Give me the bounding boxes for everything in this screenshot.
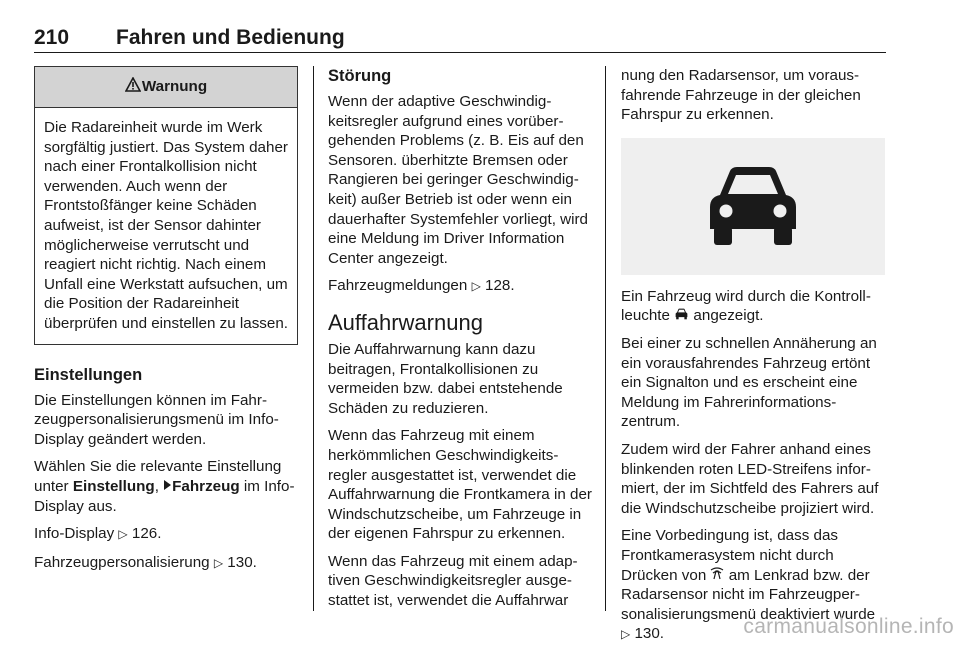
page-reference-icon: ▷ [471,279,481,294]
column-divider [313,66,314,611]
paragraph: Wenn das Fahrzeug mit einem adaptiven Geschwindigkeitsregler ausgestattet ist, verwendet die Auffahrwar [328,552,578,610]
paragraph: Ein Fahrzeug wird durch die Kontrollleuchte angezeigt. [621,287,871,325]
page-reference-icon: ▷ [621,627,631,642]
paragraph: Die Einstellungen können im Fahrzeugpersonalisierungsmenü im Info-Display geändert werden. [34,391,279,448]
heading-auffahrwarnung: Auffahrwarnung [328,309,483,335]
paragraph: Wählen Sie die relevante Einstellung unter Einstellung, Fahrzeug im Info-Display aus. [34,458,295,515]
paragraph: Wenn der adaptive Geschwindigkeitsregler aufgrund eines vorübergehenden Problems (z. B. Eis auf den Sensoren. überhitzte Bremsen oder Rangieren bei geringer Geschwindigkeit) außer Betrieb ist oder wenn ein dauerhafter Systemfehler vorliegt, wird eine Meldung im Driver Information Center angezeigt. [328,93,588,267]
warning-box [34,66,298,345]
column-middle [328,66,592,619]
page-reference-icon: ▷ [213,555,224,570]
paragraph: Wenn das Fahrzeug mit einem herkömmlichen Geschwindigkeitsregler ausgestattet ist, verwendet die Auffahrwarnung die Frontkamera in der Windschutzscheibe, um Fahrzeuge in der eigenen Fahrspur zu erkennen. [328,427,592,543]
paragraph: Die Auffahrwarnung kann dazu beitragen, Frontalkollisionen zu vermeiden bzw. dabei entstehende Schäden zu reduzieren. [328,340,563,417]
paragraph: Eine Vorbedingung ist, dass das Frontkamerasystem nicht durch Drücken von am Lenkrad bzw. der Radarsensor nicht im Fahrzeugpersonalisierungsmenü deaktiviert wurde ▷ 130. [621,527,876,643]
vehicle-ahead-icon [698,165,808,247]
paragraph: nung den Radarsensor, um vorausfahrende Fahrzeuge in der gleichen Fahrspur zu erkennen. [621,67,861,124]
collision-alert-switch-icon [710,567,724,584]
column-left [34,66,300,581]
warning-text: Die Radareinheit wurde im Werk sorgfältig justiert. Das System daher nach einer Frontalkollision nicht verwenden. Auch wenn der Frontstoßfänger keine Schäden aufweist, ist der Sensor dahinter möglicherweise verrutscht und reagiert nicht richtig. Nach einem Unfall eine Werkstatt aufsuchen, um die Position der Radareinheit überprüfen und einstellen zu lassen. [44,119,289,332]
menu-item-einstellung: Einstellung [72,477,155,495]
cross-reference[interactable]: Fahrzeugpersonalisierung ▷ 130. [34,553,257,571]
menu-item-fahrzeug: Fahrzeug [172,477,240,495]
warning-header [35,67,297,108]
arrow-icon [163,478,172,495]
heading-einstellungen: Einstellungen [34,365,143,384]
warning-title: Warnung [141,78,208,96]
vehicle-ahead-illustration [621,138,885,275]
watermark: carmanualsonline.info [743,615,954,638]
page-reference-icon: ▷ [118,527,128,542]
warning-triangle-icon [125,77,141,98]
section-title: Fahren und Bedienung [116,26,345,49]
page-header [34,26,886,52]
paragraph: Zudem wird der Fahrer anhand eines blinkenden roten LED-Streifens informiert, der im Sichtfeld des Fahrers auf die Windschutzscheibe projiziert wird. [621,440,879,517]
header-rule [34,52,886,53]
cross-reference[interactable]: Fahrzeugmeldungen ▷ 128. [328,277,515,295]
heading-stoerung: Störung [328,67,392,85]
column-divider [605,66,606,611]
cross-reference[interactable]: Info-Display ▷ 126. [34,525,162,543]
column-right [621,66,887,653]
vehicle-ahead-icon [674,307,689,324]
page-number: 210 [34,26,70,49]
paragraph: Bei einer zu schnellen Annäherung an ein vorausfahrendes Fahrzeug ertönt ein Signalton und es erscheint eine Meldung im Fahrerinformationszentrum. [621,334,877,431]
